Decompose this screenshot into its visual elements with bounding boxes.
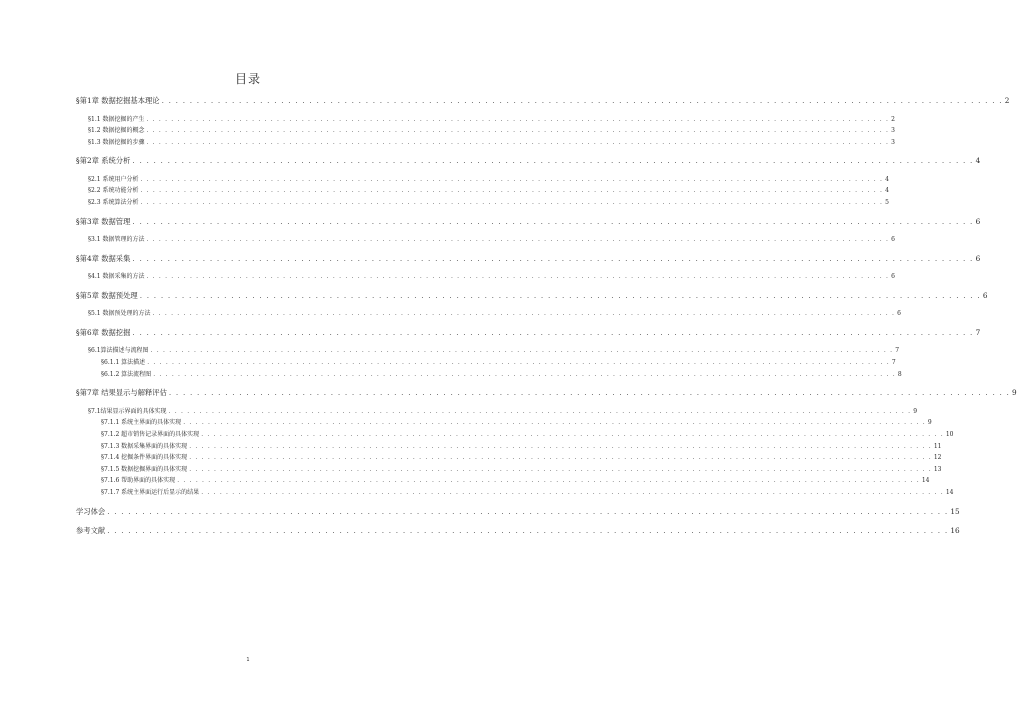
toc-entry-page-number: 6 xyxy=(975,216,981,226)
toc-entry-title: §7.1.6 帮助界面的具体实现 xyxy=(101,477,176,485)
toc-leader-dots: . . . . . . . . . . . . . . . . . . . . . . . . . . . . . . . . . . . . . . . . . . . . . . . . . . . . . . . . . . . . . . . . . . . . . . . . . . . . . . . . . . . . . . . . . . . . . . . . . . . . . . . . . . . . . . . . . . . . . . . . xyxy=(107,526,949,536)
toc-entry-title: 学习体会 xyxy=(76,506,106,516)
toc-entry-page-number: 9 xyxy=(913,407,918,415)
toc-entry-page-number: 3 xyxy=(891,127,895,135)
toc-entry-page-number: 9 xyxy=(1012,388,1017,398)
toc-entry[interactable] xyxy=(101,475,930,485)
toc-entry-page-number: 2 xyxy=(891,115,895,123)
toc-entry[interactable] xyxy=(88,234,895,244)
toc-entry[interactable] xyxy=(76,327,981,338)
toc-leader-dots: . . . . . . . . . . . . . . . . . . . . . . . . . . . . . . . . . . . . . . . . . . . . . . . . . . . . . . . . . . . . . . . . . . . . . . . . . . . . . . . . . . . . . . . . . . . . . . . . . . . . . . . . . . . . . . . . . . . . . . . . xyxy=(189,465,932,473)
toc-entry-page-number: 4 xyxy=(885,187,889,195)
toc-entry-page-number: 11 xyxy=(933,442,942,450)
toc-entry[interactable] xyxy=(101,487,954,496)
page-title: 目录 xyxy=(234,72,261,86)
toc-leader-dots: . . . . . . . . . . . . . . . . . . . . . . . . . . . . . . . . . . . . . . . . . . . . . . . . . . . . . . . . . . . . . . . . . . . . . . . . . . . . . . . . . . . . . . . . . . . . . . . . . . . . . . . . . . . . . . . . . . . . . . . . xyxy=(132,253,974,263)
toc-entry-page-number: 6 xyxy=(982,290,988,300)
toc-entry[interactable] xyxy=(101,452,942,462)
toc-entry-title: §3.1 数据管理的方法 xyxy=(88,236,145,244)
toc-entry-title: §6.1.2 算法流程图 xyxy=(101,370,152,378)
toc-entry-title: §1.1 数据挖掘的产生 xyxy=(88,115,145,123)
toc-entry[interactable] xyxy=(76,156,981,166)
toc-entry-page-number: 8 xyxy=(897,370,902,378)
toc-entry-title: §4.1 数据采集的方法 xyxy=(88,273,145,281)
toc-leader-dots: . . . . . . . . . . . . . . . . . . . . . . . . . . . . . . . . . . . . . . . . . . . . . . . . . . . . . . . . . . . . . . . . . . . . . . . . . . . . . . . . . . . . . . . . . . . . . . . . . . . . . . . . . . . . . . . . . . . . . . . . xyxy=(146,138,890,146)
toc-entry[interactable] xyxy=(76,96,1010,106)
toc-leader-dots: . . . . . . . . . . . . . . . . . . . . . . . . . . . . . . . . . . . . . . . . . . . . . . . . . . . . . . . . . . . . . . . . . . . . . . . . . . . . . . . . . . . . . . . . . . . . . . . . . . . . . . . . . . . . . . . . . . . . . . . . xyxy=(107,506,949,516)
toc-leader-dots: . . . . . . . . . . . . . . . . . . . . . . . . . . . . . . . . . . . . . . . . . . . . . . . . . . . . . . . . . . . . . . . . . . . . . . . . . . . . . . . . . . . . . . . . . . . . . . . . . . . . . . . . . . . . . . . . . . . . . . . . xyxy=(168,407,912,415)
toc-entry-page-number: 10 xyxy=(945,430,954,438)
toc-entry[interactable] xyxy=(76,290,988,301)
toc-entry-title: §第2章 系统分析 xyxy=(76,156,131,166)
toc-entry-page-number: 6 xyxy=(891,236,895,244)
toc-entry-page-number: 6 xyxy=(897,310,901,318)
toc-entry-page-number: 4 xyxy=(885,175,889,183)
toc-entry-title: §第5章 数据预处理 xyxy=(76,290,138,300)
toc-entry-title: §7.1.3 数据采集界面的具体实现 xyxy=(101,442,188,450)
toc-leader-dots: . . . . . . . . . . . . . . . . . . . . . . . . . . . . . . . . . . . . . . . . . . . . . . . . . . . . . . . . . . . . . . . . . . . . . . . . . . . . . . . . . . . . . . . . . . . . . . . . . . . . . . . . . . . . . . . . . . . . . . . . xyxy=(189,454,932,462)
toc-entry-page-number: 5 xyxy=(885,199,889,206)
toc-entry-page-number: 14 xyxy=(921,477,930,485)
page-footer-number: 1 xyxy=(246,657,250,663)
toc-leader-dots: . . . . . . . . . . . . . . . . . . . . . . . . . . . . . . . . . . . . . . . . . . . . . . . . . . . . . . . . . . . . . . . . . . . . . . . . . . . . . . . . . . . . . . . . . . . . . . . . . . . . . . . . . . . . . . . . . . . . . . . . xyxy=(132,216,974,226)
toc-entry-page-number: 2 xyxy=(1004,96,1010,105)
toc-entry-title: §1.3 数据挖掘的步骤 xyxy=(88,138,145,146)
toc-entry-title: §第6章 数据挖掘 xyxy=(76,327,131,337)
toc-entry[interactable] xyxy=(88,345,900,355)
toc-entry[interactable] xyxy=(88,308,901,318)
toc-leader-dots: . . . . . . . . . . . . . . . . . . . . . . . . . . . . . . . . . . . . . . . . . . . . . . . . . . . . . . . . . . . . . . . . . . . . . . . . . . . . . . . . . . . . . . . . . . . . . . . . . . . . . . . . . . . . . . . . . . . . . . . . xyxy=(177,477,920,485)
toc-leader-dots: . . . . . . . . . . . . . . . . . . . . . . . . . . . . . . . . . . . . . . . . . . . . . . . . . . . . . . . . . . . . . . . . . . . . . . . . . . . . . . . . . . . . . . . . . . . . . . . . . . . . . . . . . . . . . . . . . . . . . . . . xyxy=(146,127,890,135)
toc-leader-dots: . . . . . . . . . . . . . . . . . . . . . . . . . . . . . . . . . . . . . . . . . . . . . . . . . . . . . . . . . . . . . . . . . . . . . . . . . . . . . . . . . . . . . . . . . . . . . . . . . . . . . . . . . . . . . . . . . . . . . . . . xyxy=(161,96,1003,105)
toc-leader-dots: . . . . . . . . . . . . . . . . . . . . . . . . . . . . . . . . . . . . . . . . . . . . . . . . . . . . . . . . . . . . . . . . . . . . . . . . . . . . . . . . . . . . . . . . . . . . . . . . . . . . . . . . . . . . . . . . . . . . . . . . xyxy=(152,310,896,318)
toc-entry-title: §7.1.2 超市销售记录界面的具体实现 xyxy=(101,430,200,438)
toc-entry-title: §第7章 结果显示与解释评估 xyxy=(76,388,167,398)
toc-leader-dots: . . . . . . . . . . . . . . . . . . . . . . . . . . . . . . . . . . . . . . . . . . . . . . . . . . . . . . . . . . . . . . . . . . . . . . . . . . . . . . . . . . . . . . . . . . . . . . . . . . . . . . . . . . . . . . . . . . . . . . . . xyxy=(150,347,894,355)
toc-entry-title: §7.1.5 数据挖掘界面的具体实现 xyxy=(101,465,188,473)
toc-entry[interactable] xyxy=(101,417,932,427)
toc-leader-dots: . . . . . . . . . . . . . . . . . . . . . . . . . . . . . . . . . . . . . . . . . . . . . . . . . . . . . . . . . . . . . . . . . . . . . . . . . . . . . . . . . . . . . . . . . . . . . . . . . . . . . . . . . . . . . . . . . . . . . . . . xyxy=(189,442,932,450)
toc-entry-page-number: 3 xyxy=(891,138,895,146)
toc-leader-dots: . . . . . . . . . . . . . . . . . . . . . . . . . . . . . . . . . . . . . . . . . . . . . . . . . . . . . . . . . . . . . . . . . . . . . . . . . . . . . . . . . . . . . . . . . . . . . . . . . . . . . . . . . . . . . . . . . . . . . . . . xyxy=(139,290,981,300)
toc-entry-title: §第1章 数据挖掘基本理论 xyxy=(76,96,160,105)
toc-leader-dots: . . . . . . . . . . . . . . . . . . . . . . . . . . . . . . . . . . . . . . . . . . . . . . . . . . . . . . . . . . . . . . . . . . . . . . . . . . . . . . . . . . . . . . . . . . . . . . . . . . . . . . . . . . . . . . . . . . . . . . . . xyxy=(132,327,974,337)
toc-leader-dots: . . . . . . . . . . . . . . . . . . . . . . . . . . . . . . . . . . . . . . . . . . . . . . . . . . . . . . . . . . . . . . . . . . . . . . . . . . . . . . . . . . . . . . . . . . . . . . . . . . . . . . . . . . . . . . . . . . . . . . . . xyxy=(168,388,1011,398)
toc-entry-title: §2.3 系统算法分析 xyxy=(88,199,139,206)
toc-entry[interactable] xyxy=(76,506,960,517)
toc-entry-title: §7.1.1 系统主界面的具体实现 xyxy=(101,419,182,427)
toc-leader-dots: . . . . . . . . . . . . . . . . . . . . . . . . . . . . . . . . . . . . . . . . . . . . . . . . . . . . . . . . . . . . . . . . . . . . . . . . . . . . . . . . . . . . . . . . . . . . . . . . . . . . . . . . . . . . . . . . . . . . . . . . xyxy=(140,175,884,183)
toc-entry[interactable] xyxy=(76,253,981,264)
toc-entry-page-number: 16 xyxy=(950,526,960,536)
toc-entry-title: §1.2 数据挖掘的概念 xyxy=(88,127,145,135)
toc-entry[interactable] xyxy=(76,526,960,536)
toc-entry-page-number: 7 xyxy=(891,359,896,366)
toc-entry[interactable] xyxy=(88,197,889,206)
toc-entry-page-number: 14 xyxy=(945,488,954,496)
toc-entry-title: §7.1.7 系统主界面运行后显示的结果 xyxy=(101,488,200,496)
toc-leader-dots: . . . . . . . . . . . . . . . . . . . . . . . . . . . . . . . . . . . . . . . . . . . . . . . . . . . . . . . . . . . . . . . . . . . . . . . . . . . . . . . . . . . . . . . . . . . . . . . . . . . . . . . . . . . . . . . . . . . . . . . . xyxy=(201,488,944,496)
toc-entry-page-number: 6 xyxy=(975,253,981,263)
toc-leader-dots: . . . . . . . . . . . . . . . . . . . . . . . . . . . . . . . . . . . . . . . . . . . . . . . . . . . . . . . . . . . . . . . . . . . . . . . . . . . . . . . . . . . . . . . . . . . . . . . . . . . . . . . . . . . . . . . . . . . . . . . . xyxy=(183,419,926,427)
toc-entry-page-number: 6 xyxy=(891,273,895,281)
toc-entry-page-number: 7 xyxy=(895,347,900,355)
toc-entry[interactable] xyxy=(76,388,1017,398)
toc-entry[interactable] xyxy=(101,441,942,450)
toc-leader-dots: . . . . . . . . . . . . . . . . . . . . . . . . . . . . . . . . . . . . . . . . . . . . . . . . . . . . . . . . . . . . . . . . . . . . . . . . . . . . . . . . . . . . . . . . . . . . . . . . . . . . . . . . . . . . . . . . . . . . . . . . xyxy=(201,430,944,438)
toc-leader-dots: . . . . . . . . . . . . . . . . . . . . . . . . . . . . . . . . . . . . . . . . . . . . . . . . . . . . . . . . . . . . . . . . . . . . . . . . . . . . . . . . . . . . . . . . . . . . . . . . . . . . . . . . . . . . . . . . . . . . . . . . xyxy=(140,199,884,206)
toc-entry-title: §第4章 数据采集 xyxy=(76,253,131,263)
toc-leader-dots: . . . . . . . . . . . . . . . . . . . . . . . . . . . . . . . . . . . . . . . . . . . . . . . . . . . . . . . . . . . . . . . . . . . . . . . . . . . . . . . . . . . . . . . . . . . . . . . . . . . . . . . . . . . . . . . . . . . . . . . . xyxy=(132,156,974,166)
toc-entry[interactable] xyxy=(101,429,954,438)
toc-entry[interactable] xyxy=(88,271,895,281)
toc-entry[interactable] xyxy=(76,216,981,227)
toc-leader-dots: . . . . . . . . . . . . . . . . . . . . . . . . . . . . . . . . . . . . . . . . . . . . . . . . . . . . . . . . . . . . . . . . . . . . . . . . . . . . . . . . . . . . . . . . . . . . . . . . . . . . . . . . . . . . . . . . . . . . . . . . xyxy=(146,115,890,123)
toc-leader-dots: . . . . . . . . . . . . . . . . . . . . . . . . . . . . . . . . . . . . . . . . . . . . . . . . . . . . . . . . . . . . . . . . . . . . . . . . . . . . . . . . . . . . . . . . . . . . . . . . . . . . . . . . . . . . . . . . . . . . . . . . xyxy=(147,359,890,366)
toc-entry-title: §7.1.4 挖掘条件界面的具体实现 xyxy=(101,454,188,462)
toc-entry-page-number: 9 xyxy=(927,419,932,427)
toc-leader-dots: . . . . . . . . . . . . . . . . . . . . . . . . . . . . . . . . . . . . . . . . . . . . . . . . . . . . . . . . . . . . . . . . . . . . . . . . . . . . . . . . . . . . . . . . . . . . . . . . . . . . . . . . . . . . . . . . . . . . . . . . xyxy=(146,236,890,244)
toc-entry-title: §6.1.1 算法描述 xyxy=(101,359,146,366)
toc-entry-page-number: 12 xyxy=(933,454,942,462)
toc-entry[interactable] xyxy=(101,369,902,378)
toc-entry-page-number: 7 xyxy=(975,327,981,337)
toc-entry[interactable] xyxy=(101,464,942,473)
toc-entry[interactable] xyxy=(88,125,895,135)
toc-entry-page-number: 15 xyxy=(950,506,960,516)
toc-entry-page-number: 4 xyxy=(975,156,981,166)
toc-entry[interactable] xyxy=(101,357,896,366)
toc-entry[interactable] xyxy=(88,137,895,146)
toc-entry-title: §2.2 系统功能分析 xyxy=(88,187,139,195)
toc-entry[interactable] xyxy=(88,185,889,195)
toc-entry-title: §2.1 系统用户分析 xyxy=(88,175,139,183)
toc-entry-title: 参考文献 xyxy=(76,526,106,536)
toc-entry[interactable] xyxy=(88,114,895,123)
toc-entry-title: §第3章 数据管理 xyxy=(76,216,131,226)
toc-entry-page-number: 13 xyxy=(933,465,942,473)
toc-entry-title: §6.1算法描述与流程图 xyxy=(88,347,149,355)
toc-entry-title: §5.1 数据预处理的方法 xyxy=(88,310,151,318)
toc-leader-dots: . . . . . . . . . . . . . . . . . . . . . . . . . . . . . . . . . . . . . . . . . . . . . . . . . . . . . . . . . . . . . . . . . . . . . . . . . . . . . . . . . . . . . . . . . . . . . . . . . . . . . . . . . . . . . . . . . . . . . . . . xyxy=(140,187,884,195)
toc-entry[interactable] xyxy=(88,406,918,415)
toc-leader-dots: . . . . . . . . . . . . . . . . . . . . . . . . . . . . . . . . . . . . . . . . . . . . . . . . . . . . . . . . . . . . . . . . . . . . . . . . . . . . . . . . . . . . . . . . . . . . . . . . . . . . . . . . . . . . . . . . . . . . . . . . xyxy=(146,273,890,281)
toc-entry[interactable] xyxy=(88,174,889,183)
toc-leader-dots: . . . . . . . . . . . . . . . . . . . . . . . . . . . . . . . . . . . . . . . . . . . . . . . . . . . . . . . . . . . . . . . . . . . . . . . . . . . . . . . . . . . . . . . . . . . . . . . . . . . . . . . . . . . . . . . . . . . . . . . . xyxy=(153,370,896,378)
toc-entry-title: §7.1结果显示界面的具体实现 xyxy=(88,407,167,415)
